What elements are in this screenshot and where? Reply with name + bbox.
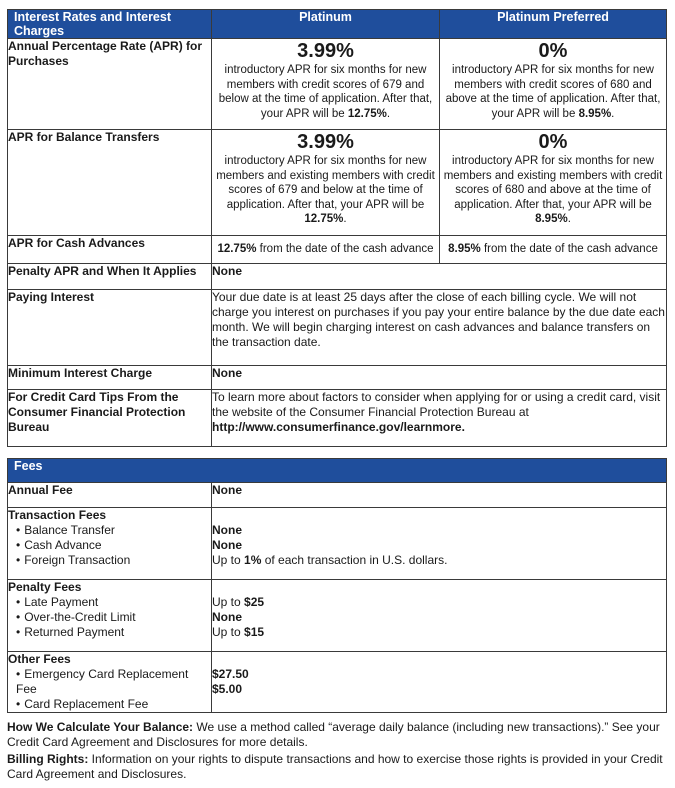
- minimum-interest-label: Minimum Interest Charge: [8, 365, 212, 389]
- cash-advance-platinum-text: from the date of the cash advance: [259, 243, 434, 255]
- other-fees-row: [8, 652, 667, 713]
- penalty-fee-item: • Late Payment: [8, 595, 211, 610]
- paying-interest-row: [8, 289, 667, 365]
- purchase-apr-label: Annual Percentage Rate (APR) for Purchases: [8, 39, 212, 130]
- annual-fee-value: [212, 483, 667, 508]
- purchase-apr-row: [8, 39, 667, 130]
- balance-transfer-platinum-text: introductory APR for six months for new members and existing members with credit scores of 679 and below at the time of application. After that, your APR will be: [216, 155, 435, 211]
- billing-rights-text: Information on your rights to dispute transactions and how to exercise those rights is provided in your Credit Card Agreement and Disclosures.: [7, 752, 663, 781]
- transaction-fee-item: • Foreign Transaction: [8, 553, 211, 568]
- cash-advance-label: APR for Cash Advances: [8, 236, 212, 264]
- billing-rights-label: Billing Rights:: [7, 752, 89, 766]
- late-fee-pre: Up to: [212, 595, 241, 609]
- penalty-fees-values: [212, 580, 667, 652]
- penalty-fees-row: [8, 580, 667, 652]
- purchase-apr-preferred-after: 8.95%: [578, 107, 612, 120]
- returned-fee-pre: Up to: [212, 625, 241, 639]
- over-limit-fee: None: [212, 610, 242, 624]
- rates-header-title: Interest Rates and Interest Charges: [8, 10, 212, 39]
- balance-calc-text: We use a method called “average daily balance (including new transactions).” See your Credit Card Agreement and Disclosures for more details.: [7, 720, 660, 749]
- cash-advance-fee: None: [212, 538, 242, 552]
- transaction-fee-item: • Cash Advance: [8, 538, 211, 553]
- cash-advance-preferred: [440, 236, 667, 264]
- balance-transfer-preferred-rate: 0%: [538, 131, 568, 153]
- rates-header-row: [8, 10, 667, 39]
- transaction-fees-row: [8, 508, 667, 580]
- late-payment-fee: [212, 595, 666, 610]
- balance-transfer-fee: None: [212, 523, 242, 537]
- annual-fee-row: [8, 483, 667, 508]
- balance-transfer-platinum-after: 12.75%: [304, 213, 344, 225]
- cfpb-tips-label: For Credit Card Tips From the Consumer Financial Protection Bureau: [8, 389, 212, 446]
- cfpb-tips-text: To learn more about factors to consider when applying for or using a credit card, visit the website of the Consumer Financial Protection Bureau at: [212, 389, 661, 419]
- penalty-fees-cell: [8, 580, 212, 652]
- balance-transfer-preferred-text: introductory APR for six months for new members and existing members with credit scores of 680 and above at the time of application. After that, your APR will be: [443, 155, 663, 211]
- cash-advance-row: [8, 236, 667, 264]
- purchase-apr-platinum-after: 12.75%: [347, 107, 387, 120]
- balance-transfer-platinum-rate: 3.99%: [297, 131, 354, 153]
- balance-calc-note: [7, 720, 666, 750]
- transaction-fees-label: Transaction Fees: [8, 508, 107, 522]
- annual-fee-label: Annual Fee: [8, 483, 212, 508]
- balance-transfer-platinum: 3.99% introductory APR for six months for new members and existing members with credit scores of 679 and below at the time of application. After that, your APR will be 12.75%.: [212, 130, 440, 236]
- foreign-fee-pct: 1%: [244, 553, 262, 567]
- other-fees-cell: [8, 652, 212, 713]
- purchase-apr-preferred-rate: 0%: [538, 40, 568, 62]
- penalty-apr-label: Penalty APR and When It Applies: [8, 263, 212, 289]
- minimum-interest-value-text: None: [212, 365, 242, 380]
- balance-transfer-preferred: 0% introductory APR for six months for new members and existing members with credit scores of 680 and above at the time of application. After that, your APR will be 8.95%.: [440, 130, 667, 236]
- paying-interest-value: Your due date is at least 25 days after the close of each billing cycle. We will not charge you interest on purchases if you pay your entire balance by the due date each month. We will begin charging interest on cash advances and balance transfers on the transaction date.: [212, 289, 667, 365]
- cash-advance-platinum: [212, 236, 440, 264]
- emergency-card-fee: $27.50: [212, 667, 249, 681]
- purchase-apr-preferred: 0% introductory APR for six months for new members with credit scores of 680 and above at the time of application. After that, your APR will be 8.95%.: [440, 39, 667, 130]
- purchase-apr-platinum: 3.99% introductory APR for six months for new members with credit scores of 679 and below at the time of application. After that, your APR will be 12.75%.: [212, 39, 440, 130]
- cfpb-tips-row: [8, 389, 667, 446]
- returned-payment-fee: [212, 625, 666, 640]
- platinum-header: Platinum: [212, 10, 440, 39]
- penalty-fee-item: • Returned Payment: [8, 625, 211, 640]
- purchase-apr-platinum-text: introductory APR for six months for new members with credit scores of 679 and below at the time of application. After that, your APR will be: [218, 64, 433, 120]
- balance-calc-label: How We Calculate Your Balance:: [7, 720, 194, 734]
- cash-advance-platinum-rate: 12.75%: [217, 243, 257, 255]
- foreign-transaction-fee: [212, 553, 666, 568]
- minimum-interest-value: [212, 365, 667, 389]
- balance-transfer-row: [8, 130, 667, 236]
- penalty-apr-row: [8, 263, 667, 289]
- late-fee-amount: $25: [244, 595, 265, 609]
- cash-advance-preferred-rate: 8.95%: [448, 243, 481, 255]
- purchase-apr-preferred-text: introductory APR for six months for new members with credit scores of 680 and above at the time of application. After that, your APR will be: [445, 64, 661, 120]
- penalty-fees-label: Penalty Fees: [8, 580, 82, 594]
- foreign-fee-post: of each transaction in U.S. dollars.: [264, 553, 448, 567]
- billing-rights-note: [7, 752, 666, 782]
- footer-notes: [7, 720, 666, 784]
- annual-fee-value-text: None: [212, 483, 242, 497]
- purchase-apr-platinum-rate: 3.99%: [297, 40, 354, 62]
- transaction-fees-values: [212, 508, 667, 580]
- other-fees-values: [212, 652, 667, 713]
- cfpb-tips-value: [212, 389, 667, 446]
- cash-advance-preferred-text: from the date of the cash advance: [483, 243, 658, 255]
- fees-header-title: Fees: [8, 459, 667, 483]
- other-fees-label: Other Fees: [8, 652, 71, 666]
- penalty-fee-item: • Over-the-Credit Limit: [8, 610, 211, 625]
- balance-transfer-label: APR for Balance Transfers: [8, 130, 212, 236]
- other-fee-item: • Emergency Card Replacement Fee: [8, 667, 211, 697]
- cfpb-link[interactable]: http://www.consumerfinance.gov/learnmore.: [212, 419, 465, 434]
- card-replacement-fee: $5.00: [212, 682, 243, 696]
- returned-fee-amount: $15: [244, 625, 265, 639]
- interest-rates-table: [7, 9, 667, 447]
- fees-header-row: [8, 459, 667, 483]
- penalty-apr-value-text: None: [212, 263, 242, 278]
- transaction-fees-cell: [8, 508, 212, 580]
- penalty-apr-value: [212, 263, 667, 289]
- balance-transfer-preferred-after: 8.95%: [535, 213, 568, 225]
- platinum-preferred-header: Platinum Preferred: [440, 10, 667, 39]
- foreign-fee-pre: Up to: [212, 553, 241, 567]
- fees-table: [7, 458, 667, 713]
- paying-interest-label: Paying Interest: [8, 289, 212, 365]
- minimum-interest-row: [8, 365, 667, 389]
- other-fee-item: • Card Replacement Fee: [8, 697, 211, 712]
- transaction-fee-item: • Balance Transfer: [8, 523, 211, 538]
